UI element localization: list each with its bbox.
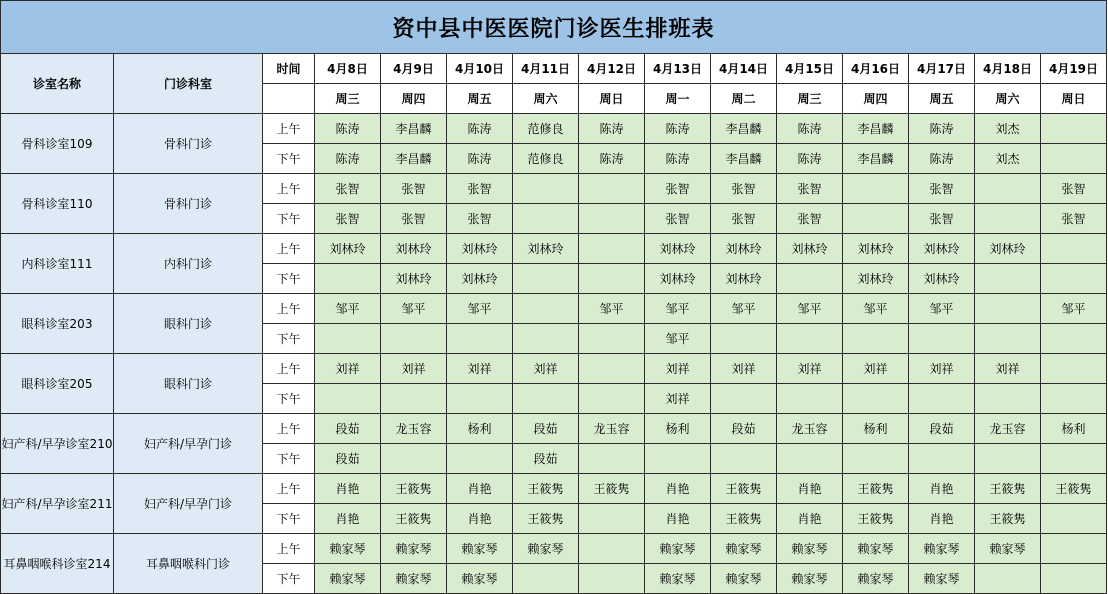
afternoon-label: 下午 [263, 144, 315, 174]
doctor-cell[interactable] [843, 444, 909, 474]
doctor-cell[interactable]: 赖家琴 [711, 534, 777, 564]
doctor-cell[interactable]: 张智 [381, 174, 447, 204]
morning-label: 上午 [263, 354, 315, 384]
doctor-cell[interactable]: 赖家琴 [645, 534, 711, 564]
header-date: 4月19日 [1041, 54, 1107, 84]
doctor-cell[interactable]: 段茹 [315, 414, 381, 444]
header-weekday: 周五 [909, 84, 975, 114]
doctor-cell[interactable]: 邹平 [909, 294, 975, 324]
doctor-cell[interactable]: 王筱隽 [975, 474, 1041, 504]
doctor-cell[interactable]: 刘林玲 [975, 234, 1041, 264]
doctor-cell[interactable] [513, 294, 579, 324]
doctor-cell[interactable]: 赖家琴 [711, 564, 777, 594]
doctor-cell[interactable]: 范修良 [513, 114, 579, 144]
doctor-cell[interactable]: 刘祥 [447, 354, 513, 384]
doctor-cell[interactable] [579, 564, 645, 594]
doctor-cell[interactable]: 刘林玲 [381, 234, 447, 264]
doctor-cell[interactable]: 肖艳 [909, 474, 975, 504]
room-name: 妇产科/早孕诊室210 [1, 414, 114, 474]
header-weekday: 周一 [645, 84, 711, 114]
doctor-cell[interactable] [579, 174, 645, 204]
doctor-cell[interactable]: 段茹 [513, 444, 579, 474]
doctor-cell[interactable]: 王筱隽 [381, 504, 447, 534]
doctor-cell[interactable]: 陈涛 [315, 144, 381, 174]
doctor-cell[interactable]: 王筱隽 [381, 474, 447, 504]
header-date: 4月9日 [381, 54, 447, 84]
doctor-cell[interactable] [1041, 534, 1107, 564]
doctor-cell[interactable]: 赖家琴 [843, 564, 909, 594]
doctor-cell[interactable]: 肖艳 [645, 504, 711, 534]
doctor-cell[interactable]: 刘祥 [381, 354, 447, 384]
doctor-cell[interactable]: 邹平 [447, 294, 513, 324]
doctor-cell[interactable] [513, 264, 579, 294]
doctor-cell[interactable]: 张智 [909, 204, 975, 234]
doctor-cell[interactable]: 赖家琴 [645, 564, 711, 594]
doctor-cell[interactable]: 赖家琴 [447, 534, 513, 564]
doctor-cell[interactable] [1041, 114, 1107, 144]
doctor-cell[interactable]: 刘林玲 [843, 264, 909, 294]
schedule-row [1, 114, 1107, 144]
doctor-cell[interactable]: 李昌麟 [381, 114, 447, 144]
header-date: 4月10日 [447, 54, 513, 84]
doctor-cell[interactable]: 龙玉容 [975, 414, 1041, 444]
doctor-cell[interactable]: 张智 [1041, 204, 1107, 234]
doctor-cell[interactable]: 刘杰 [975, 144, 1041, 174]
doctor-cell[interactable]: 肖艳 [777, 474, 843, 504]
doctor-cell[interactable] [447, 444, 513, 474]
doctor-cell[interactable] [381, 324, 447, 354]
doctor-cell[interactable] [1041, 504, 1107, 534]
doctor-cell[interactable]: 邹平 [1041, 294, 1107, 324]
room-name: 耳鼻咽喉科诊室214 [1, 534, 114, 594]
header-weekday: 周六 [975, 84, 1041, 114]
doctor-cell[interactable]: 赖家琴 [975, 534, 1041, 564]
header-weekday: 周三 [777, 84, 843, 114]
doctor-cell[interactable]: 杨利 [1041, 414, 1107, 444]
doctor-cell[interactable]: 陈涛 [579, 144, 645, 174]
header-date: 4月17日 [909, 54, 975, 84]
department-name: 眼科门诊 [114, 354, 263, 414]
doctor-cell[interactable]: 刘林玲 [909, 264, 975, 294]
header-time-blank [263, 84, 315, 114]
doctor-cell[interactable]: 杨利 [447, 414, 513, 444]
doctor-cell[interactable]: 赖家琴 [843, 534, 909, 564]
doctor-cell[interactable]: 龙玉容 [381, 414, 447, 444]
doctor-cell[interactable] [579, 354, 645, 384]
doctor-cell[interactable]: 王筱隽 [711, 474, 777, 504]
doctor-cell[interactable] [975, 204, 1041, 234]
doctor-cell[interactable] [1041, 564, 1107, 594]
doctor-cell[interactable]: 刘祥 [843, 354, 909, 384]
doctor-cell[interactable]: 张智 [447, 174, 513, 204]
header-department: 门诊科室 [114, 54, 263, 114]
afternoon-label: 下午 [263, 564, 315, 594]
header-date: 4月18日 [975, 54, 1041, 84]
morning-label: 上午 [263, 234, 315, 264]
doctor-cell[interactable]: 张智 [777, 174, 843, 204]
doctor-cell[interactable]: 刘祥 [975, 354, 1041, 384]
doctor-cell[interactable]: 邹平 [711, 294, 777, 324]
doctor-cell[interactable] [843, 384, 909, 414]
doctor-cell[interactable]: 刘祥 [777, 354, 843, 384]
doctor-cell[interactable]: 肖艳 [315, 504, 381, 534]
header-room-name: 诊室名称 [1, 54, 114, 114]
doctor-cell[interactable]: 陈涛 [777, 114, 843, 144]
doctor-cell[interactable]: 刘林玲 [711, 234, 777, 264]
doctor-cell[interactable]: 刘祥 [645, 384, 711, 414]
doctor-cell[interactable]: 刘林玲 [447, 264, 513, 294]
department-name: 耳鼻咽喉科门诊 [114, 534, 263, 594]
doctor-cell[interactable]: 陈涛 [909, 144, 975, 174]
doctor-cell[interactable]: 张智 [447, 204, 513, 234]
doctor-cell[interactable] [381, 444, 447, 474]
doctor-cell[interactable]: 刘林玲 [513, 234, 579, 264]
morning-label: 上午 [263, 294, 315, 324]
room-name: 骨科诊室110 [1, 174, 114, 234]
room-name: 妇产科/早孕诊室211 [1, 474, 114, 534]
doctor-cell[interactable] [975, 444, 1041, 474]
doctor-cell[interactable] [1041, 324, 1107, 354]
doctor-cell[interactable]: 赖家琴 [447, 564, 513, 594]
doctor-cell[interactable] [843, 204, 909, 234]
doctor-cell[interactable]: 赖家琴 [315, 564, 381, 594]
schedule-row [1, 534, 1107, 564]
doctor-cell[interactable]: 范修良 [513, 144, 579, 174]
doctor-cell[interactable]: 刘林玲 [315, 234, 381, 264]
department-name: 骨科门诊 [114, 114, 263, 174]
doctor-cell[interactable]: 刘林玲 [777, 234, 843, 264]
doctor-cell[interactable] [447, 324, 513, 354]
page-title: 资中县中医医院门诊医生排班表 [1, 1, 1107, 54]
doctor-cell[interactable]: 陈涛 [645, 114, 711, 144]
header-date: 4月16日 [843, 54, 909, 84]
doctor-cell[interactable]: 张智 [777, 204, 843, 234]
doctor-cell[interactable]: 王筱隽 [513, 504, 579, 534]
doctor-cell[interactable]: 邹平 [381, 294, 447, 324]
doctor-cell[interactable] [1041, 144, 1107, 174]
doctor-cell[interactable]: 王筱隽 [513, 474, 579, 504]
doctor-cell[interactable]: 刘林玲 [447, 234, 513, 264]
doctor-cell[interactable]: 邹平 [645, 294, 711, 324]
doctor-cell[interactable] [513, 174, 579, 204]
doctor-cell[interactable]: 张智 [711, 204, 777, 234]
doctor-cell[interactable] [447, 384, 513, 414]
afternoon-label: 下午 [263, 264, 315, 294]
department-name: 妇产科/早孕门诊 [114, 414, 263, 474]
doctor-cell[interactable]: 龙玉容 [777, 414, 843, 444]
schedule-row [1, 234, 1107, 264]
doctor-cell[interactable]: 赖家琴 [381, 564, 447, 594]
doctor-cell[interactable]: 杨利 [843, 414, 909, 444]
doctor-cell[interactable] [975, 174, 1041, 204]
doctor-cell[interactable]: 李昌麟 [711, 114, 777, 144]
doctor-cell[interactable]: 段茹 [513, 414, 579, 444]
doctor-cell[interactable] [777, 324, 843, 354]
morning-label: 上午 [263, 114, 315, 144]
doctor-cell[interactable]: 王筱隽 [843, 504, 909, 534]
doctor-cell[interactable]: 邹平 [645, 324, 711, 354]
header-weekday: 周日 [1041, 84, 1107, 114]
doctor-cell[interactable]: 张智 [381, 204, 447, 234]
doctor-cell[interactable]: 张智 [645, 174, 711, 204]
doctor-cell[interactable]: 刘林玲 [381, 264, 447, 294]
schedule-row [1, 354, 1107, 384]
doctor-cell[interactable] [315, 264, 381, 294]
doctor-cell[interactable]: 陈涛 [579, 114, 645, 144]
doctor-cell[interactable] [843, 174, 909, 204]
doctor-cell[interactable] [975, 324, 1041, 354]
doctor-cell[interactable] [975, 564, 1041, 594]
doctor-cell[interactable]: 肖艳 [447, 474, 513, 504]
doctor-cell[interactable]: 张智 [315, 204, 381, 234]
header-weekday: 周二 [711, 84, 777, 114]
doctor-cell[interactable]: 赖家琴 [777, 564, 843, 594]
morning-label: 上午 [263, 474, 315, 504]
doctor-cell[interactable]: 刘林玲 [909, 234, 975, 264]
doctor-cell[interactable]: 王筱隽 [1041, 474, 1107, 504]
doctor-cell[interactable] [315, 324, 381, 354]
doctor-cell[interactable] [1041, 354, 1107, 384]
doctor-cell[interactable]: 刘祥 [711, 354, 777, 384]
header-date: 4月13日 [645, 54, 711, 84]
header-weekday: 周五 [447, 84, 513, 114]
doctor-cell[interactable] [909, 324, 975, 354]
doctor-cell[interactable] [579, 234, 645, 264]
header-date: 4月14日 [711, 54, 777, 84]
doctor-cell[interactable]: 肖艳 [777, 504, 843, 534]
doctor-cell[interactable]: 刘祥 [909, 354, 975, 384]
doctor-cell[interactable] [513, 324, 579, 354]
afternoon-label: 下午 [263, 444, 315, 474]
afternoon-label: 下午 [263, 204, 315, 234]
schedule-row [1, 414, 1107, 444]
doctor-cell[interactable]: 刘林玲 [711, 264, 777, 294]
department-name: 眼科门诊 [114, 294, 263, 354]
doctor-cell[interactable] [975, 294, 1041, 324]
header-date: 4月15日 [777, 54, 843, 84]
header-date: 4月8日 [315, 54, 381, 84]
header-weekday: 周四 [843, 84, 909, 114]
doctor-cell[interactable]: 杨利 [645, 414, 711, 444]
doctor-cell[interactable]: 段茹 [711, 414, 777, 444]
doctor-cell[interactable]: 邹平 [579, 294, 645, 324]
doctor-cell[interactable] [711, 324, 777, 354]
afternoon-label: 下午 [263, 324, 315, 354]
doctor-cell[interactable]: 赖家琴 [381, 534, 447, 564]
room-name: 眼科诊室203 [1, 294, 114, 354]
doctor-cell[interactable] [579, 324, 645, 354]
doctor-cell[interactable]: 李昌麟 [381, 144, 447, 174]
doctor-cell[interactable]: 刘林玲 [843, 234, 909, 264]
doctor-cell[interactable]: 陈涛 [447, 114, 513, 144]
doctor-cell[interactable]: 张智 [315, 174, 381, 204]
doctor-cell[interactable]: 邹平 [315, 294, 381, 324]
doctor-cell[interactable] [711, 444, 777, 474]
doctor-cell[interactable] [843, 324, 909, 354]
doctor-cell[interactable]: 陈涛 [447, 144, 513, 174]
doctor-cell[interactable]: 刘杰 [975, 114, 1041, 144]
morning-label: 上午 [263, 534, 315, 564]
doctor-cell[interactable] [1041, 264, 1107, 294]
doctor-cell[interactable] [711, 384, 777, 414]
header-date: 4月11日 [513, 54, 579, 84]
doctor-cell[interactable]: 肖艳 [909, 504, 975, 534]
doctor-cell[interactable]: 刘祥 [645, 354, 711, 384]
department-name: 内科门诊 [114, 234, 263, 294]
doctor-cell[interactable]: 肖艳 [315, 474, 381, 504]
doctor-cell[interactable]: 陈涛 [645, 144, 711, 174]
doctor-cell[interactable] [579, 534, 645, 564]
doctor-cell[interactable]: 张智 [645, 204, 711, 234]
doctor-cell[interactable]: 刘林玲 [645, 264, 711, 294]
header-weekday: 周日 [579, 84, 645, 114]
doctor-cell[interactable]: 李昌麟 [843, 144, 909, 174]
doctor-cell[interactable]: 李昌麟 [843, 114, 909, 144]
doctor-cell[interactable] [1041, 384, 1107, 414]
header-time: 时间 [263, 54, 315, 84]
schedule-row [1, 294, 1107, 324]
doctor-cell[interactable] [909, 444, 975, 474]
doctor-cell[interactable]: 陈涛 [909, 114, 975, 144]
room-name: 内科诊室111 [1, 234, 114, 294]
doctor-cell[interactable]: 陈涛 [315, 114, 381, 144]
doctor-cell[interactable] [645, 444, 711, 474]
doctor-cell[interactable]: 张智 [711, 174, 777, 204]
schedule-row [1, 174, 1107, 204]
doctor-cell[interactable] [1041, 444, 1107, 474]
doctor-cell[interactable]: 赖家琴 [513, 534, 579, 564]
doctor-cell[interactable]: 肖艳 [447, 504, 513, 534]
doctor-cell[interactable] [975, 384, 1041, 414]
doctor-cell[interactable] [777, 444, 843, 474]
doctor-cell[interactable]: 赖家琴 [909, 564, 975, 594]
doctor-cell[interactable]: 王筱隽 [579, 474, 645, 504]
doctor-cell[interactable]: 刘祥 [315, 354, 381, 384]
doctor-cell[interactable]: 肖艳 [645, 474, 711, 504]
doctor-cell[interactable]: 赖家琴 [909, 534, 975, 564]
doctor-cell[interactable] [579, 444, 645, 474]
doctor-cell[interactable]: 赖家琴 [777, 534, 843, 564]
doctor-cell[interactable]: 王筱隽 [843, 474, 909, 504]
doctor-cell[interactable] [777, 264, 843, 294]
doctor-cell[interactable]: 李昌麟 [711, 144, 777, 174]
doctor-cell[interactable] [513, 564, 579, 594]
header-weekday: 周三 [315, 84, 381, 114]
room-name: 眼科诊室205 [1, 354, 114, 414]
doctor-cell[interactable]: 张智 [909, 174, 975, 204]
doctor-cell[interactable] [1041, 234, 1107, 264]
doctor-cell[interactable] [579, 204, 645, 234]
schedule-row [1, 474, 1107, 504]
doctor-cell[interactable] [777, 384, 843, 414]
doctor-cell[interactable]: 王筱隽 [711, 504, 777, 534]
doctor-cell[interactable]: 刘林玲 [645, 234, 711, 264]
doctor-cell[interactable] [513, 384, 579, 414]
doctor-cell[interactable]: 段茹 [315, 444, 381, 474]
doctor-cell[interactable] [513, 204, 579, 234]
department-name: 妇产科/早孕门诊 [114, 474, 263, 534]
doctor-cell[interactable]: 龙玉容 [579, 414, 645, 444]
doctor-cell[interactable]: 邹平 [777, 294, 843, 324]
afternoon-label: 下午 [263, 504, 315, 534]
doctor-cell[interactable]: 赖家琴 [315, 534, 381, 564]
header-date: 4月12日 [579, 54, 645, 84]
doctor-cell[interactable] [975, 264, 1041, 294]
doctor-cell[interactable]: 张智 [1041, 174, 1107, 204]
morning-label: 上午 [263, 414, 315, 444]
doctor-cell[interactable] [579, 264, 645, 294]
doctor-cell[interactable] [381, 384, 447, 414]
doctor-cell[interactable] [579, 384, 645, 414]
doctor-cell[interactable]: 刘祥 [513, 354, 579, 384]
header-weekday: 周四 [381, 84, 447, 114]
doctor-cell[interactable]: 邹平 [843, 294, 909, 324]
doctor-cell[interactable] [315, 384, 381, 414]
doctor-cell[interactable] [579, 504, 645, 534]
afternoon-label: 下午 [263, 384, 315, 414]
doctor-cell[interactable]: 段茹 [909, 414, 975, 444]
header-weekday: 周六 [513, 84, 579, 114]
doctor-cell[interactable]: 王筱隽 [975, 504, 1041, 534]
doctor-cell[interactable] [909, 384, 975, 414]
room-name: 骨科诊室109 [1, 114, 114, 174]
doctor-cell[interactable]: 陈涛 [777, 144, 843, 174]
morning-label: 上午 [263, 174, 315, 204]
department-name: 骨科门诊 [114, 174, 263, 234]
